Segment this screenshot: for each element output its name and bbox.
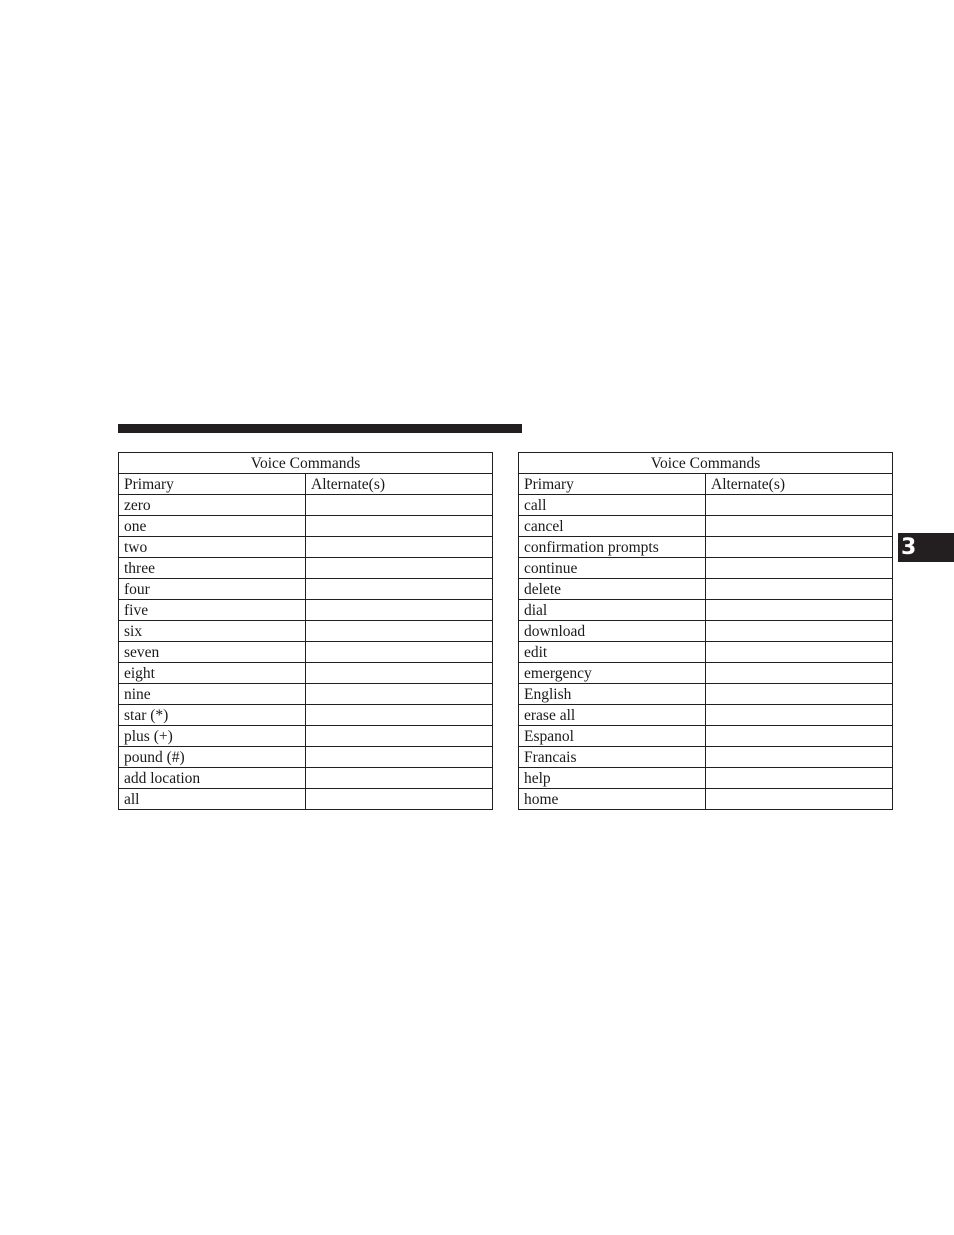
table-row [519,579,893,600]
primary-command-cell: erase all [519,705,706,726]
primary-command-cell: star (*) [119,705,306,726]
alternate-command-cell [706,495,893,516]
alternate-command-cell [306,789,493,810]
alternate-command-cell [706,747,893,768]
table-row [519,558,893,579]
table-row [119,495,493,516]
primary-command-cell: zero [119,495,306,516]
primary-command-cell: three [119,558,306,579]
voice-commands-table-left [118,452,493,810]
column-header-primary: Primary [119,474,306,495]
section-tab [898,533,954,562]
table-row [119,558,493,579]
alternate-command-cell [306,537,493,558]
table-row [519,495,893,516]
primary-command-cell: edit [519,642,706,663]
voice-commands-table-right [518,452,893,810]
primary-command-cell: confirmation prompts [519,537,706,558]
primary-command-cell: one [119,516,306,537]
alternate-command-cell [706,684,893,705]
table-row [519,747,893,768]
table-row [119,789,493,810]
table-title: Voice Commands [519,453,893,474]
primary-command-cell: four [119,579,306,600]
table-header-row [119,474,493,495]
table-row [119,747,493,768]
table-body [119,495,493,810]
alternate-command-cell [306,642,493,663]
table-header-row [519,474,893,495]
primary-command-cell: emergency [519,663,706,684]
primary-command-cell: call [519,495,706,516]
alternate-command-cell [706,726,893,747]
alternate-command-cell [706,789,893,810]
alternate-command-cell [706,600,893,621]
primary-command-cell: cancel [519,516,706,537]
table-title-row [519,453,893,474]
table-row [119,663,493,684]
column-header-alternates: Alternate(s) [306,474,493,495]
table-row [519,642,893,663]
table-row [119,684,493,705]
primary-command-cell: Espanol [519,726,706,747]
primary-command-cell: pound (#) [119,747,306,768]
primary-command-cell: plus (+) [119,726,306,747]
table-row [119,579,493,600]
alternate-command-cell [306,705,493,726]
table-row [519,516,893,537]
table-row [119,768,493,789]
table-body [519,495,893,810]
table-row [119,537,493,558]
alternate-command-cell [706,705,893,726]
primary-command-cell: home [519,789,706,810]
alternate-command-cell [306,621,493,642]
primary-command-cell: eight [119,663,306,684]
primary-command-cell: six [119,621,306,642]
table-row [119,642,493,663]
primary-command-cell: all [119,789,306,810]
table-row [519,768,893,789]
table-row [519,726,893,747]
alternate-command-cell [306,516,493,537]
table-row [119,726,493,747]
section-rule [118,424,522,433]
table-row [519,663,893,684]
primary-command-cell: English [519,684,706,705]
primary-command-cell: five [119,600,306,621]
table-title: Voice Commands [119,453,493,474]
alternate-command-cell [706,642,893,663]
alternate-command-cell [706,558,893,579]
table-row [119,600,493,621]
table-row [519,789,893,810]
alternate-command-cell [306,747,493,768]
column-header-primary: Primary [519,474,706,495]
table-row [519,600,893,621]
section-tab-number: 3 [901,535,917,560]
alternate-command-cell [306,579,493,600]
alternate-command-cell [306,600,493,621]
table-row [519,621,893,642]
alternate-command-cell [306,726,493,747]
alternate-command-cell [306,768,493,789]
alternate-command-cell [306,558,493,579]
table-row [519,705,893,726]
alternate-command-cell [306,495,493,516]
table-row [519,537,893,558]
primary-command-cell: nine [119,684,306,705]
column-header-alternates: Alternate(s) [706,474,893,495]
primary-command-cell: Francais [519,747,706,768]
alternate-command-cell [706,663,893,684]
alternate-command-cell [706,516,893,537]
table-title-row [119,453,493,474]
primary-command-cell: add location [119,768,306,789]
table-row [119,621,493,642]
primary-command-cell: dial [519,600,706,621]
primary-command-cell: delete [519,579,706,600]
alternate-command-cell [306,663,493,684]
alternate-command-cell [706,537,893,558]
primary-command-cell: two [119,537,306,558]
primary-command-cell: continue [519,558,706,579]
primary-command-cell: seven [119,642,306,663]
primary-command-cell: help [519,768,706,789]
table-row [519,684,893,705]
alternate-command-cell [706,579,893,600]
alternate-command-cell [306,684,493,705]
table-row [119,705,493,726]
primary-command-cell: download [519,621,706,642]
alternate-command-cell [706,621,893,642]
alternate-command-cell [706,768,893,789]
table-row [119,516,493,537]
